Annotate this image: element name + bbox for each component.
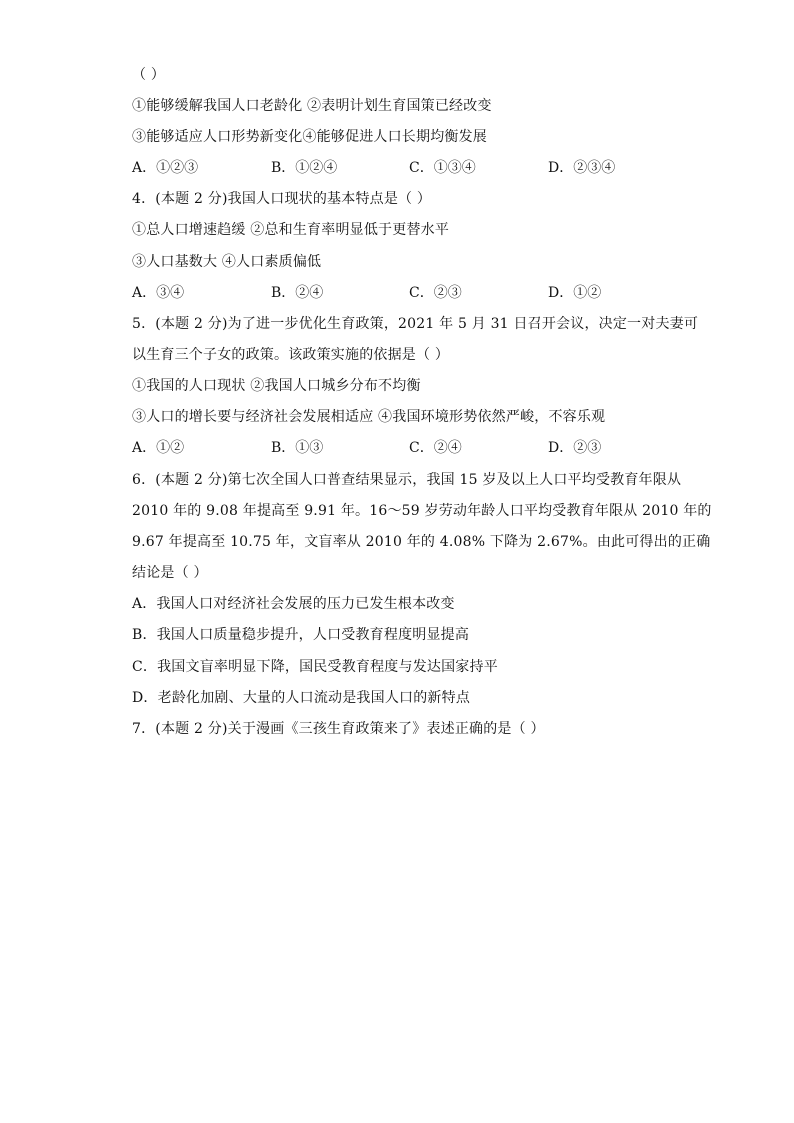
q6-stem-line-4: 结论是（ ） — [132, 565, 208, 581]
q3-option-c[interactable]: C．①③④ — [409, 160, 476, 176]
q3-option-d[interactable]: D．②③④ — [548, 160, 616, 176]
q5-stem-line-2: 以生育三个子女的政策。该政策实施的依据是（ ） — [132, 347, 450, 363]
q6-choice-c[interactable]: C．我国文盲率明显下降，国民受教育程度与发达国家持平 — [132, 659, 498, 675]
q4-option-a[interactable]: A．③④ — [132, 285, 185, 301]
q4-option-c[interactable]: C．②③ — [409, 285, 462, 301]
q4-statements-3-4: ③人口基数大 ④人口素质偏低 — [132, 254, 322, 270]
q5-option-a[interactable]: A．①② — [132, 440, 185, 456]
q3-option-a[interactable]: A．①②③ — [132, 160, 199, 176]
q3-statements-3-4: ③能够适应人口形势新变化④能够促进人口长期均衡发展 — [132, 129, 487, 145]
q4-option-b[interactable]: B．②④ — [271, 285, 324, 301]
q3-answer-bracket: （ ） — [132, 67, 166, 83]
q5-option-c[interactable]: C．②④ — [409, 440, 462, 456]
q5-option-b[interactable]: B．①③ — [271, 440, 324, 456]
q6-stem-line-3: 9.67 年提高至 10.75 年，文盲率从 2010 年的 4.08% 下降为 2.67%。由此可得出的正确 — [132, 534, 711, 550]
q6-choice-a[interactable]: A．我国人口对经济社会发展的压力已发生根本改变 — [132, 596, 455, 612]
q6-choice-d[interactable]: D．老龄化加剧、大量的人口流动是我国人口的新特点 — [132, 690, 471, 706]
q6-stem-line-2: 2010 年的 9.08 年提高至 9.91 年。16～59 岁劳动年龄人口平均受教育年限从 2010 年的 — [132, 503, 712, 519]
q7-stem: 7．(本题 2 分)关于漫画《三孩生育政策来了》表述正确的是（ ） — [132, 721, 545, 737]
q3-option-b[interactable]: B．①②④ — [271, 160, 338, 176]
q6-choice-b[interactable]: B．我国人口质量稳步提升，人口受教育程度明显提高 — [132, 627, 470, 643]
q5-stem-line-1: 5．(本题 2 分)为了进一步优化生育政策，2021 年 5 月 31 日召开会议，决定一对夫妻可 — [132, 316, 699, 332]
q4-statements-1-2: ①总人口增速趋缓 ②总和生育率明显低于更替水平 — [132, 222, 450, 238]
q6-stem-line-1: 6．(本题 2 分)第七次全国人口普查结果显示，我国 15 岁及以上人口平均受教育年限从 — [132, 472, 682, 488]
q5-statements-3-4: ③人口的增长要与经济社会发展相适应 ④我国环境形势依然严峻，不容乐观 — [132, 409, 606, 425]
q4-stem: 4．(本题 2 分)我国人口现状的基本特点是（ ） — [132, 191, 432, 207]
q5-statements-1-2: ①我国的人口现状 ②我国人口城乡分布不均衡 — [132, 378, 421, 394]
q5-option-d[interactable]: D．②③ — [548, 440, 602, 456]
q4-option-d[interactable]: D．①② — [548, 285, 602, 301]
q3-statements-1-2: ①能够缓解我国人口老龄化 ②表明计划生育国策已经改变 — [132, 98, 492, 114]
